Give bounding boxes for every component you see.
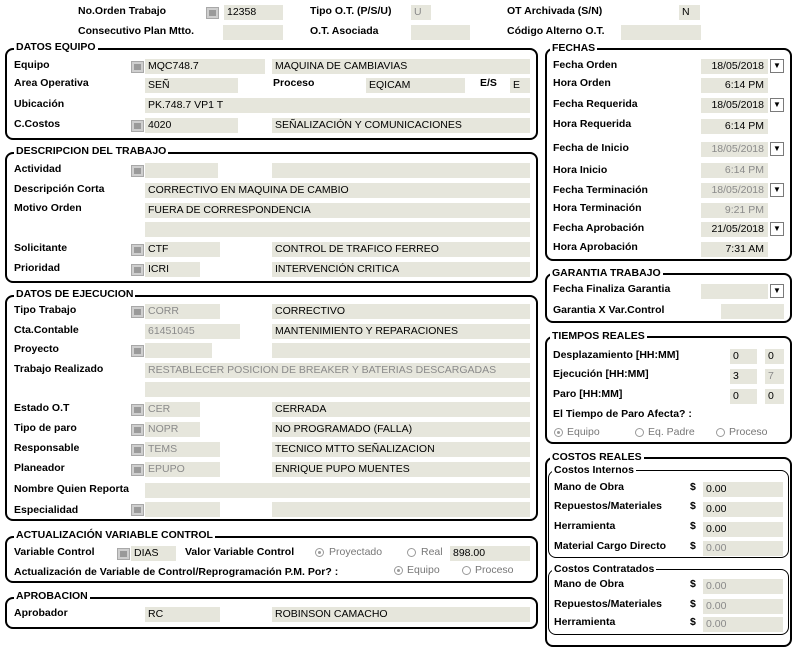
reporta-label: Nombre Quien Reporta xyxy=(14,483,129,495)
responsable-desc-field[interactable]: TECNICO MTTO SEÑALIZACION xyxy=(272,442,530,457)
cta-contable-desc-field[interactable]: MANTENIMIENTO Y REPARACIONES xyxy=(272,324,530,339)
variable-control-label: Variable Control xyxy=(14,546,95,558)
repuestos-field[interactable]: 0.00 xyxy=(703,502,783,517)
fecha-inicio-label: Fecha de Inicio xyxy=(553,142,629,154)
c-mano-obra-label: Mano de Obra xyxy=(554,578,625,590)
paro-label: Paro [HH:MM] xyxy=(553,388,623,400)
lookup-icon[interactable] xyxy=(117,548,130,560)
area-field[interactable]: SEÑ xyxy=(145,78,238,93)
fecha-requerida-field[interactable]: 18/05/2018 xyxy=(701,98,768,113)
hora-orden-field[interactable]: 6:14 PM xyxy=(701,78,768,93)
prioridad-desc-field[interactable]: INTERVENCIÓN CRITICA xyxy=(272,262,530,277)
hora-terminacion-label: Hora Terminación xyxy=(553,202,642,214)
ccostos-desc-field[interactable]: SEÑALIZACIÓN Y COMUNICACIONES xyxy=(272,118,530,133)
tipo-trabajo-label: Tipo Trabajo xyxy=(14,304,77,316)
ubicacion-label: Ubicación xyxy=(14,98,65,110)
valor-variable-field[interactable]: 898.00 xyxy=(450,546,530,561)
estado-ot-code-field[interactable]: CER xyxy=(145,402,200,417)
hora-inicio-label: Hora Inicio xyxy=(553,164,608,176)
consecutivo-label: Consecutivo Plan Mtto. xyxy=(78,25,195,37)
currency-symbol: $ xyxy=(690,598,696,610)
tipo-paro-label: Tipo de paro xyxy=(14,422,77,434)
herramienta-field[interactable]: 0.00 xyxy=(703,522,783,537)
lookup-icon[interactable] xyxy=(131,345,144,357)
codigo-alterno-label: Código Alterno O.T. xyxy=(507,25,605,37)
ot-archivada-label: OT Archivada (S/N) xyxy=(507,5,603,17)
actividad-desc-field[interactable] xyxy=(272,163,530,178)
responsable-code-field[interactable]: TEMS xyxy=(145,442,220,457)
trabajo-realizado-field-line2[interactable] xyxy=(145,382,530,397)
hora-inicio-field[interactable]: 6:14 PM xyxy=(701,163,768,178)
equipo-radio-label: Equipo xyxy=(407,564,440,576)
actualizacion-por-label: Actualización de Variable de Control/Reprogramación P.M. Por? : xyxy=(14,566,339,578)
motivo-field[interactable]: FUERA DE CORRESPONDENCIA xyxy=(145,203,530,218)
ot-asociada-field[interactable] xyxy=(411,25,470,40)
desplazamiento-hours-field[interactable]: 0 xyxy=(730,349,757,364)
motivo-field-line2[interactable] xyxy=(145,222,530,237)
estado-ot-desc-field[interactable]: CERRADA xyxy=(272,402,530,417)
tipo-paro-code-field[interactable]: NOPR xyxy=(145,422,200,437)
hora-requerida-field[interactable]: 6:14 PM xyxy=(701,119,768,134)
costos-contratados-title: Costos Contratados xyxy=(554,563,655,575)
fecha-aprobacion-field[interactable]: 21/05/2018 xyxy=(701,222,768,237)
proyecto-code-field[interactable] xyxy=(145,343,212,358)
aprobador-code-field[interactable]: RC xyxy=(145,607,220,622)
paro-hours-field[interactable]: 0 xyxy=(730,389,757,404)
tipo-paro-desc-field[interactable]: NO PROGRAMADO (FALLA) xyxy=(272,422,530,437)
ubicacion-field[interactable]: PK.748.7 VP1 T xyxy=(145,98,530,113)
mano-obra-label: Mano de Obra xyxy=(554,481,625,493)
aprobador-desc-field[interactable]: ROBINSON CAMACHO xyxy=(272,607,530,622)
chevron-down-icon[interactable]: ▼ xyxy=(770,142,784,156)
paro-afecta-label: El Tiempo de Paro Afecta? : xyxy=(553,408,692,420)
lookup-icon[interactable] xyxy=(206,7,219,19)
hora-requerida-label: Hora Requerida xyxy=(553,118,632,130)
real-radio[interactable] xyxy=(407,548,416,557)
codigo-alterno-field[interactable] xyxy=(621,25,701,40)
ot-archivada-field[interactable]: N xyxy=(679,5,700,20)
tipo-ot-field[interactable]: U xyxy=(411,5,431,20)
lookup-icon[interactable] xyxy=(131,244,144,256)
afecta-proceso-label: Proceso xyxy=(729,426,768,438)
real-radio-label: Real xyxy=(421,546,443,558)
chevron-down-icon[interactable]: ▼ xyxy=(770,222,784,236)
hora-aprobacion-field[interactable]: 7:31 AM xyxy=(701,242,768,257)
planeador-desc-field[interactable]: ENRIQUE PUPO MUENTES xyxy=(272,462,530,477)
c-repuestos-label: Repuestos/Materiales xyxy=(554,598,662,610)
lookup-icon[interactable] xyxy=(131,444,144,456)
equipo-code-field[interactable]: MQC748.7 xyxy=(145,59,265,74)
c-mano-obra-field[interactable]: 0.00 xyxy=(703,579,783,594)
valor-variable-label: Valor Variable Control xyxy=(185,546,295,558)
especialidad-desc-field[interactable] xyxy=(272,502,530,517)
proceso-label: Proceso xyxy=(273,77,315,89)
area-label: Area Operativa xyxy=(14,77,89,89)
chevron-down-icon[interactable]: ▼ xyxy=(770,59,784,73)
prioridad-label: Prioridad xyxy=(14,262,61,274)
solicitante-label: Solicitante xyxy=(14,242,68,254)
ot-asociada-label: O.T. Asociada xyxy=(310,25,379,37)
cta-contable-code-field[interactable]: 61451045 xyxy=(145,324,240,339)
herramienta-label: Herramienta xyxy=(554,520,616,532)
chevron-down-icon[interactable]: ▼ xyxy=(770,284,784,298)
afecta-proceso-radio[interactable] xyxy=(716,428,725,437)
afecta-equipo-radio[interactable] xyxy=(554,428,563,437)
descripcion-title: DESCRIPCION DEL TRABAJO xyxy=(16,145,167,157)
fecha-inicio-field[interactable]: 18/05/2018 xyxy=(701,142,768,157)
motivo-label: Motivo Orden xyxy=(14,202,82,214)
desc-corta-field[interactable]: CORRECTIVO EN MAQUINA DE CAMBIO xyxy=(145,183,530,198)
estado-ot-label: Estado O.T xyxy=(14,402,70,414)
solicitante-desc-field[interactable]: CONTROL DE TRAFICO FERREO xyxy=(272,242,530,257)
no-orden-field[interactable]: 12358 xyxy=(224,5,283,20)
lookup-icon[interactable] xyxy=(131,165,144,177)
fecha-garantia-field[interactable] xyxy=(701,284,768,299)
garantia-title: GARANTIA TRABAJO xyxy=(552,267,661,279)
es-label: E/S xyxy=(480,77,497,89)
lookup-icon[interactable] xyxy=(131,306,144,318)
c-herramienta-field[interactable]: 0.00 xyxy=(703,617,783,632)
trabajo-realizado-label: Trabajo Realizado xyxy=(14,363,104,375)
hora-aprobacion-label: Hora Aprobación xyxy=(553,241,638,253)
afecta-padre-label: Eq. Padre xyxy=(648,426,695,438)
especialidad-label: Especialidad xyxy=(14,504,79,516)
fechas-title: FECHAS xyxy=(552,42,596,54)
equipo-radio[interactable] xyxy=(394,566,403,575)
trabajo-realizado-field[interactable]: RESTABLECER POSICION DE BREAKER Y BATERIAS DESCARGADAS xyxy=(145,363,530,378)
afecta-padre-radio[interactable] xyxy=(635,428,644,437)
actividad-label: Actividad xyxy=(14,163,62,175)
responsable-label: Responsable xyxy=(14,442,80,454)
cta-contable-label: Cta.Contable xyxy=(14,324,79,336)
datos-equipo-title: DATOS EQUIPO xyxy=(16,41,96,53)
proyectado-radio-label: Proyectado xyxy=(329,546,383,558)
no-orden-label: No.Orden Trabajo xyxy=(78,5,167,17)
tiempos-title: TIEMPOS REALES xyxy=(552,330,645,342)
fecha-orden-label: Fecha Orden xyxy=(553,59,618,71)
planeador-code-field[interactable]: EPUPO xyxy=(145,462,220,477)
fecha-terminacion-field[interactable]: 18/05/2018 xyxy=(701,183,768,198)
fecha-garantia-label: Fecha Finaliza Garantia xyxy=(553,283,671,295)
ejecucion-title: DATOS DE EJECUCION xyxy=(16,288,134,300)
ejecucion-label: Ejecución [HH:MM] xyxy=(553,368,649,380)
proceso-radio[interactable] xyxy=(462,566,471,575)
proyecto-label: Proyecto xyxy=(14,343,59,355)
ejecucion-hours-field[interactable]: 3 xyxy=(730,369,757,384)
proceso-radio-label: Proceso xyxy=(475,564,514,576)
es-field[interactable]: E xyxy=(510,78,530,93)
consecutivo-field[interactable] xyxy=(223,25,283,40)
costos-title: COSTOS REALES xyxy=(552,451,642,463)
ccostos-code-field[interactable]: 4020 xyxy=(145,118,238,133)
lookup-icon[interactable] xyxy=(131,404,144,416)
fecha-aprobacion-label: Fecha Aprobación xyxy=(553,222,645,234)
proyecto-desc-field[interactable] xyxy=(272,343,530,358)
equipo-label: Equipo xyxy=(14,59,50,71)
fecha-orden-field[interactable]: 18/05/2018 xyxy=(701,59,768,74)
hora-terminacion-field[interactable]: 9:21 PM xyxy=(701,203,768,218)
equipo-desc-field[interactable]: MAQUINA DE CAMBIAVIAS xyxy=(272,59,530,74)
currency-symbol: $ xyxy=(690,578,696,590)
costos-internos-title: Costos Internos xyxy=(554,464,634,476)
proceso-field[interactable]: EQICAM xyxy=(366,78,465,93)
lookup-icon[interactable] xyxy=(131,61,144,73)
aprobacion-title: APROBACION xyxy=(16,590,88,602)
fecha-requerida-label: Fecha Requerida xyxy=(553,98,638,110)
proyectado-radio[interactable] xyxy=(315,548,324,557)
especialidad-code-field[interactable] xyxy=(145,502,220,517)
lookup-icon[interactable] xyxy=(131,264,144,276)
afecta-equipo-label: Equipo xyxy=(567,426,600,438)
tipo-ot-label: Tipo O.T. (P/S/U) xyxy=(310,5,392,17)
aprobador-label: Aprobador xyxy=(14,607,68,619)
currency-symbol: $ xyxy=(690,520,696,532)
currency-symbol: $ xyxy=(690,481,696,493)
currency-symbol: $ xyxy=(690,500,696,512)
ejecucion-minutes-field[interactable]: 7 xyxy=(765,369,784,384)
garantia-var-label: Garantia X Var.Control xyxy=(553,304,665,316)
hora-orden-label: Hora Orden xyxy=(553,77,611,89)
repuestos-label: Repuestos/Materiales xyxy=(554,500,662,512)
variable-control-field[interactable]: DIAS xyxy=(131,546,176,561)
currency-symbol: $ xyxy=(690,540,696,552)
material-directo-field[interactable]: 0.00 xyxy=(703,541,783,556)
fecha-terminacion-label: Fecha Terminación xyxy=(553,184,648,196)
c-repuestos-field[interactable]: 0.00 xyxy=(703,599,783,614)
lookup-icon[interactable] xyxy=(131,504,144,516)
paro-minutes-field[interactable]: 0 xyxy=(765,389,784,404)
lookup-icon[interactable] xyxy=(131,120,144,132)
tipo-trabajo-desc-field[interactable]: CORRECTIVO xyxy=(272,304,530,319)
prioridad-code-field[interactable]: ICRI xyxy=(145,262,200,277)
planeador-label: Planeador xyxy=(14,462,65,474)
c-herramienta-label: Herramienta xyxy=(554,616,616,628)
desplazamiento-label: Desplazamiento [HH:MM] xyxy=(553,349,680,361)
actividad-code-field[interactable] xyxy=(145,163,218,178)
material-directo-label: Material Cargo Directo xyxy=(554,540,667,552)
desplazamiento-minutes-field[interactable]: 0 xyxy=(765,349,784,364)
lookup-icon[interactable] xyxy=(131,424,144,436)
garantia-var-field[interactable] xyxy=(721,304,784,319)
actualizacion-title: ACTUALIZACIÓN VARIABLE CONTROL xyxy=(16,529,213,541)
tipo-trabajo-code-field[interactable]: CORR xyxy=(145,304,220,319)
solicitante-code-field[interactable]: CTF xyxy=(145,242,220,257)
mano-obra-field[interactable]: 0.00 xyxy=(703,482,783,497)
desc-corta-label: Descripción Corta xyxy=(14,183,105,195)
currency-symbol: $ xyxy=(690,616,696,628)
chevron-down-icon[interactable]: ▼ xyxy=(770,98,784,112)
ccostos-label: C.Costos xyxy=(14,118,61,130)
chevron-down-icon[interactable]: ▼ xyxy=(770,183,784,197)
reporta-field[interactable] xyxy=(145,483,530,498)
lookup-icon[interactable] xyxy=(131,464,144,476)
